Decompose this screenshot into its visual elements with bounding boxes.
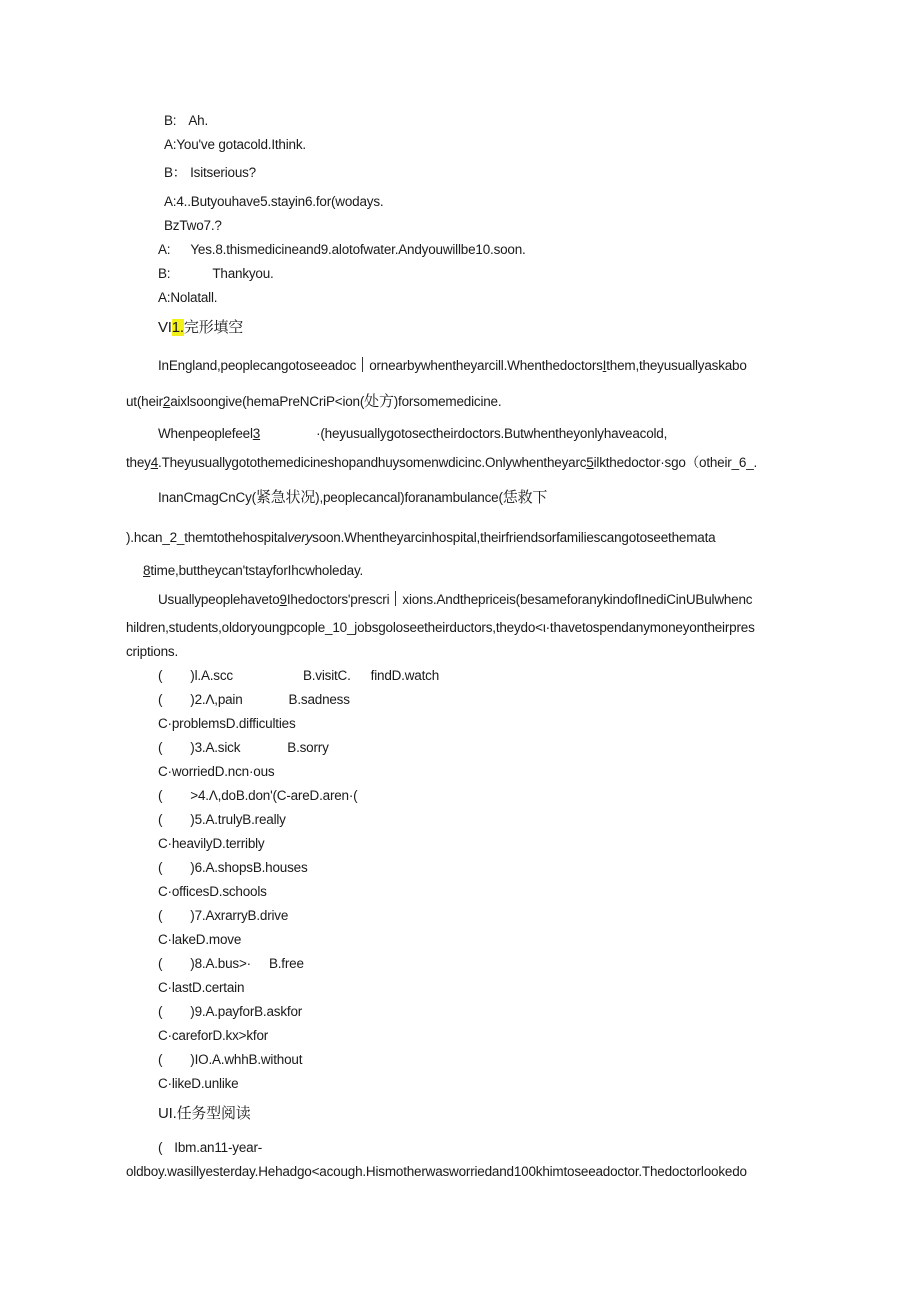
option-line-10 <box>158 1051 302 1069</box>
paren: ( <box>158 812 163 827</box>
vertical-bar-mark <box>395 591 396 606</box>
option-text: C·careforD.kx>kfor <box>158 1028 269 1043</box>
text-run: ilkthedoctor·sgo（otheir_6_. <box>593 455 758 470</box>
paren: ( <box>158 668 163 683</box>
text-run: InanCmagCnCy( <box>158 490 256 505</box>
passage-line-6 <box>126 529 715 547</box>
option-line-3 <box>158 739 329 757</box>
dialogue-line-2 <box>164 136 306 154</box>
text-run: aixlsoongive(hemaPreNCriP<ion( <box>170 394 365 409</box>
option-text: )9.A.payforB.askfor <box>190 1004 303 1019</box>
text-run: ut(heir <box>126 394 163 409</box>
option-line-10b <box>158 1075 238 1093</box>
option-line-4 <box>158 787 357 805</box>
option-text: C·problemsD.difficulties <box>158 716 296 731</box>
text-run: Whenpeoplefeel <box>158 426 253 441</box>
blank-number: 3 <box>252 426 261 441</box>
option-line-5 <box>158 811 286 829</box>
paren: ( <box>158 692 163 707</box>
text-run: hildren,students,oldoryoungpcople_10_jobsgoloseetheirductors,theydo<ι·thavetospendanymoneyontheirpres <box>126 620 755 635</box>
option-text: C·officesD.schools <box>158 884 267 899</box>
blank-number: 2 <box>162 394 171 409</box>
section-prefix: UI. <box>158 1105 177 1122</box>
dialogue-line-7 <box>158 265 274 283</box>
passage-line-4 <box>126 454 757 472</box>
line-text: Ah. <box>188 113 209 128</box>
speaker: B: <box>158 266 171 281</box>
passage-line-9 <box>126 619 755 637</box>
speaker: A: <box>158 242 171 257</box>
passage-line-8 <box>158 591 752 609</box>
text-run: ornearbywhentheyarcill.Whenthedoctors <box>369 358 603 373</box>
passage-line-7 <box>143 562 363 580</box>
option-text: C·lakeD.move <box>158 932 242 947</box>
option-text: )IO.A.whhB.without <box>190 1052 303 1067</box>
option-line-6 <box>158 859 308 877</box>
option-line-5b <box>158 835 264 853</box>
option-text: B.sorry <box>287 740 329 755</box>
text-run: ·(heyusuallygotosectheirdoctors.Butwhentheyonlyhaveacold, <box>316 426 668 441</box>
blank-number: 8 <box>143 563 151 578</box>
option-text: )5.A.trulyB.really <box>190 812 286 827</box>
speaker: B： <box>164 165 187 180</box>
line-text: Yes.8.thismedicineand9.alotofwater.Andyouwillbe10.soon. <box>190 242 526 257</box>
paren: ( <box>158 908 163 923</box>
option-line-6b <box>158 883 267 901</box>
vertical-bar-mark <box>362 357 363 372</box>
text-run: oldboy.wasillyesterday.Hehadgo<acough.Hismotherwasworriedand100khimtoseeadoctor.Thedoctorlookedo <box>126 1164 747 1179</box>
option-text: findD.watch <box>370 668 440 683</box>
blank-number: I <box>602 358 607 373</box>
chinese-gloss: 紧急状况 <box>255 489 316 506</box>
dialogue-line-4 <box>164 193 383 211</box>
speaker: B: <box>164 113 177 128</box>
option-text: )8.A.bus>· <box>190 956 251 971</box>
option-text: >4.Λ,doB.don'(C-areD.aren·( <box>190 788 358 803</box>
text-run: ).hcan_2_themtothehospital <box>126 530 288 545</box>
text-run: Ihedoctors'prescri <box>286 592 390 607</box>
text-run: them,theyusuallyaskabo <box>606 358 747 373</box>
line-text: Thankyou. <box>212 266 274 281</box>
text-run: Usuallypeoplehaveto <box>158 592 280 607</box>
option-line-3b <box>158 763 274 781</box>
option-line-2 <box>158 691 350 709</box>
text-run: )forsomemedicine. <box>393 394 502 409</box>
text-run: ),peoplecancal)foranambulance( <box>315 490 503 505</box>
dialogue-line-8 <box>158 289 217 307</box>
option-line-1 <box>158 667 439 685</box>
line-text: A:4..Butyouhave5.stayin6.for(wodays. <box>164 194 384 209</box>
dialogue-line-3 <box>164 164 256 182</box>
option-text: )l.A.scc <box>190 668 233 683</box>
option-text: )7.AxrarryB.drive <box>190 908 289 923</box>
option-text: B.sadness <box>288 692 350 707</box>
text-run: criptions. <box>126 644 179 659</box>
section-heading-reading <box>158 1105 251 1123</box>
paren: ( <box>158 1052 163 1067</box>
option-text: C·lastD.certain <box>158 980 245 995</box>
option-line-7b <box>158 931 241 949</box>
option-line-2b <box>158 715 296 733</box>
paren: ( <box>158 740 163 755</box>
option-text: C·heavilyD.terribly <box>158 836 265 851</box>
section-prefix: VI <box>158 319 172 336</box>
reading-line-2 <box>126 1163 747 1181</box>
highlighted-number: 1. <box>171 319 184 336</box>
option-text: B.visitC. <box>302 668 351 683</box>
passage-line-10 <box>126 643 178 661</box>
text-run: very <box>287 530 313 545</box>
passage-line-2 <box>126 393 501 411</box>
text-run: InEngland,peoplecangotoseeadoc <box>158 358 357 373</box>
reading-line-1 <box>158 1139 262 1157</box>
chinese-gloss: 恁救下 <box>502 489 548 506</box>
passage-line-1 <box>158 357 747 375</box>
line-text: Isitserious? <box>190 165 256 180</box>
option-text: )6.A.shopsB.houses <box>190 860 308 875</box>
paren: ( <box>158 860 163 875</box>
line-text: A:Nolatall. <box>158 290 218 305</box>
section-title: 任务型阅读 <box>176 1105 251 1122</box>
option-line-9 <box>158 1003 302 1021</box>
text-run: time,buttheycan'tstayforIhcwholeday. <box>150 563 364 578</box>
passage-line-5 <box>158 489 547 507</box>
dialogue-line-1 <box>164 112 208 130</box>
text-run: Ibm.an11-year- <box>174 1140 263 1155</box>
text-run: .Theyusuallygotothemedicineshopandhuysomenwdicinc.Onlywhentheyarc <box>158 455 587 470</box>
option-text: )2.Λ,pain <box>190 692 243 707</box>
paren: ( <box>158 1140 163 1155</box>
line-text: A:You've gotacold.Ithink. <box>164 137 306 152</box>
option-text: C·likeD.unlike <box>158 1076 239 1091</box>
passage-line-3 <box>158 425 667 443</box>
option-line-8 <box>158 955 304 973</box>
text-run: xions.Andthepriceis(besameforanykindofInediCinUBulwhenc <box>402 592 753 607</box>
dialogue-line-6 <box>158 241 526 259</box>
paren: ( <box>158 956 163 971</box>
option-line-8b <box>158 979 244 997</box>
section-title: 完形填空 <box>183 319 244 336</box>
blank-number: 4 <box>150 455 159 470</box>
dialogue-line-5 <box>164 217 222 235</box>
option-line-7 <box>158 907 288 925</box>
option-text: C·worriedD.ncn·ous <box>158 764 275 779</box>
text-run: they <box>126 455 151 470</box>
paren: ( <box>158 1004 163 1019</box>
line-text: BzTwo7.? <box>164 218 222 233</box>
text-run: soon.Whentheyarcinhospital,theirfriendsorfamiliescangotoseethemata <box>312 530 716 545</box>
paren: ( <box>158 788 163 803</box>
option-text: )3.A.sick <box>190 740 241 755</box>
section-heading-cloze <box>158 319 243 337</box>
blank-number: 5 <box>586 455 594 470</box>
chinese-gloss: 处方 <box>364 393 394 410</box>
option-line-9b <box>158 1027 268 1045</box>
blank-number: 9 <box>279 592 287 607</box>
option-text: B.free <box>268 956 304 971</box>
